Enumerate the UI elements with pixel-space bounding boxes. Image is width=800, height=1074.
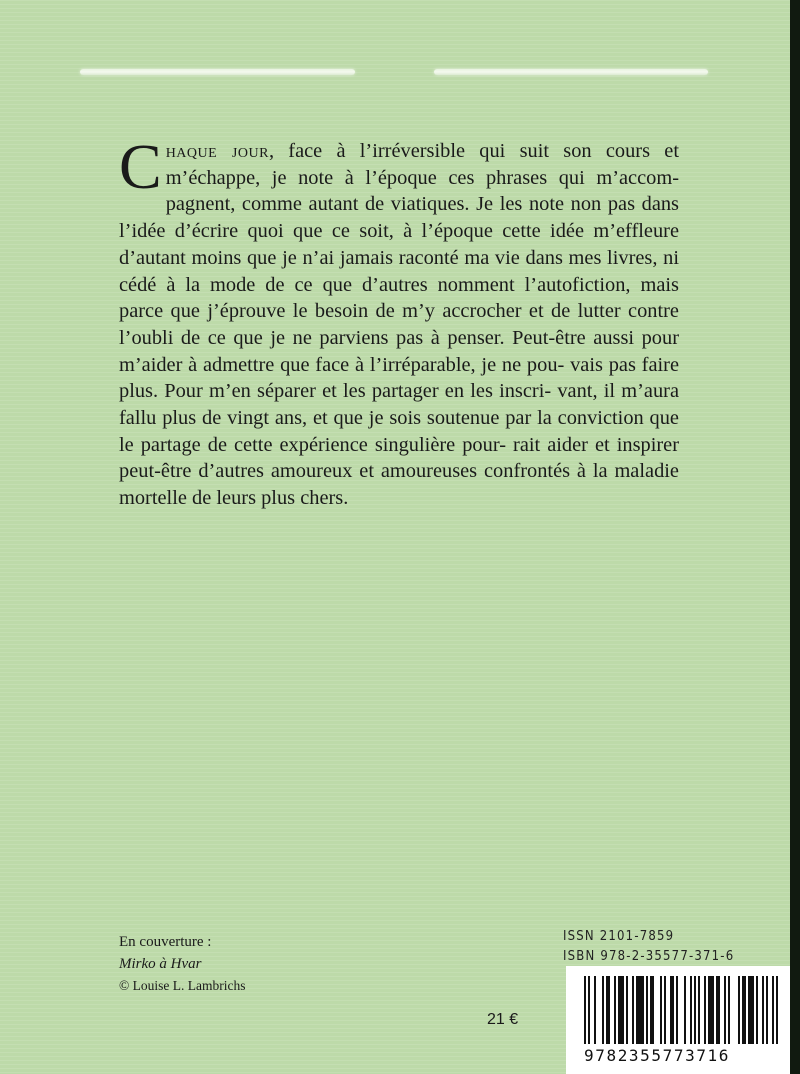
credits-copyright: © Louise L. Lambrichs	[119, 978, 246, 993]
blurb-line: la conviction que le partage de cette expérience singulière pour-	[119, 407, 679, 456]
issn-number: ISSN 2101-7859	[563, 929, 675, 944]
barcode-digits: 9782355773716	[584, 1046, 731, 1065]
blurb-line: l’idée d’écrire quoi que ce soit, à l’époque cette idée m’effleure	[119, 220, 679, 243]
blurb-line: contre l’oubli de ce que je ne parviens pas à penser. Peut-être	[119, 300, 679, 349]
decorative-rule-right	[434, 69, 708, 75]
blurb-line: rait aider et inspirer peut-être d’autres amoureux et amoureuses	[119, 433, 680, 483]
cover-credits	[119, 932, 245, 997]
blurb-lead-smallcaps: haque jour	[165, 140, 269, 162]
blurb-line: mais parce que j’éprouve le besoin de m’y accrocher et de lutter	[119, 273, 679, 323]
barcode-panel	[566, 966, 790, 1074]
blurb-line: , face à l’irréversible qui suit son cours et	[268, 140, 679, 162]
blurb-line: confrontés à la maladie mortelle de leurs plus chers.	[119, 460, 679, 510]
blurb-line: aussi pour m’aider à admettre que face à l’irréparable, je ne pou-	[119, 326, 679, 376]
blurb-line: vais pas faire plus. Pour m’en séparer et les partager en les inscri-	[119, 353, 680, 403]
blurb-line: m’échappe, je note à l’époque ces phrases qui m’accom-	[165, 166, 679, 189]
blurb-line: pagnent, comme autant de viatiques. Je les note non pas dans	[165, 193, 679, 216]
isbn-number: ISBN 978-2-35577-371-6	[563, 949, 735, 964]
price-label: 21 €	[487, 1011, 519, 1028]
blurb-line: vant, il m’aura fallu plus de vingt ans, et que je sois soutenue par	[119, 380, 679, 430]
credits-artwork-title: Mirko à Hvar	[119, 955, 202, 972]
decorative-rule-left	[80, 69, 355, 75]
back-cover-blurb	[119, 131, 680, 512]
blurb-line: ni cédé à la mode de ce que d’autres nomment l’autofiction,	[119, 246, 679, 296]
credits-label: En couverture :	[119, 934, 212, 950]
blurb-line: d’autant moins que je n’ai jamais raconté ma vie dans mes livres,	[119, 246, 658, 269]
drop-cap: C	[119, 131, 162, 202]
spine-edge	[790, 0, 800, 1074]
barcode-icon	[584, 976, 778, 1044]
